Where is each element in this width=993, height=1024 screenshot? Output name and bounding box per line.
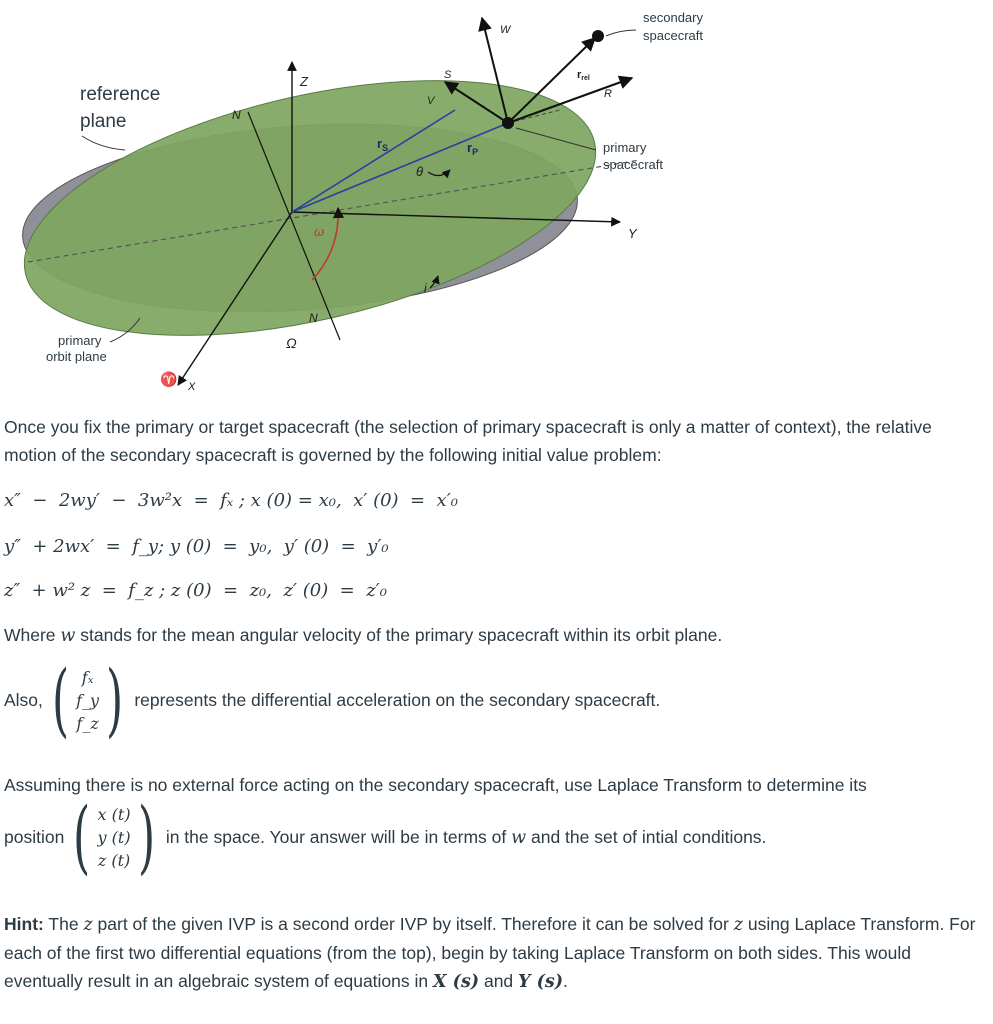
orbit-diagram bbox=[0, 0, 993, 405]
aries-icon: ♈ bbox=[160, 371, 178, 387]
label-small-omega: ω bbox=[314, 224, 325, 239]
label-r: R bbox=[604, 88, 612, 100]
hint-paragraph: Hint: The z part of the given IVP is a second order IVP by itself. Therefore it can be solved for z using Laplace Transform. For each of the first two differential equations (from the top), begin by taking Laplace Transform on both sides. This would eventually result in an algebraic system of equations in X (s) and Y (s). bbox=[4, 914, 976, 992]
assume-paragraph: Assuming there is no external force acting on the secondary spacecraft, use Laplace Transform to determine its bbox=[4, 775, 867, 795]
label-secondary: secondary bbox=[643, 10, 703, 25]
position-text: in the space. Your answer will be in terms of w and the set of intial conditions. bbox=[165, 826, 767, 848]
secondary-spacecraft-dot bbox=[592, 30, 604, 42]
equation-1: x″ − 2wy′ − 3w²x = fₓ ; x (0) = x₀, x′ (0) = x′₀ bbox=[4, 490, 458, 511]
hint-label: Hint: bbox=[4, 914, 44, 934]
label-primary-spacecraft: spacecraft bbox=[603, 157, 663, 172]
also-label: Also, bbox=[4, 689, 43, 710]
also-row: Also, ( fₓ f_y f_z ) represents the differential acceleration on the secondary spacecraft. bbox=[4, 653, 661, 746]
where-w: w bbox=[60, 626, 76, 646]
label-secondary-spacecraft: spacecraft bbox=[643, 28, 703, 43]
position-vector: x (t) y (t) z (t) bbox=[97, 804, 131, 870]
where-paragraph: Where w stands for the mean angular velocity of the primary spacecraft within its orbit plane. bbox=[4, 625, 723, 646]
label-rp: $r_P$ bbox=[467, 140, 479, 157]
equation-2: y″ + 2wx′ = f_y; y (0) = y₀, y′ (0) = y′₀ bbox=[4, 536, 389, 557]
label-big-omega: Ω bbox=[286, 335, 297, 351]
label-rrel: rrel bbox=[577, 69, 590, 82]
label-plane: plane bbox=[80, 111, 127, 132]
intro-paragraph: Once you fix the primary or target spacecraft (the selection of primary spacecraft is only a matter of context), the relative motion of the secondary spacecraft is governed by the following initial value problem: bbox=[4, 417, 932, 465]
label-z: Z bbox=[300, 74, 308, 89]
position-label: position bbox=[4, 826, 65, 847]
label-primary-orbit: primary bbox=[58, 333, 102, 348]
callout-secondary bbox=[606, 30, 636, 36]
label-n-top: N bbox=[232, 108, 241, 122]
label-x: X bbox=[188, 381, 196, 393]
label-y: Y bbox=[628, 226, 637, 241]
label-rs: $r_S$ bbox=[377, 136, 389, 153]
label-reference: reference bbox=[80, 84, 161, 105]
label-s: S bbox=[444, 69, 452, 81]
callout-reference bbox=[82, 136, 125, 150]
position-row: position ( x (t) y (t) z (t) ) in the space. Your answer will be in terms of w and the set of intial conditions. bbox=[4, 790, 767, 883]
also-text: represents the differential acceleration on the secondary spacecraft. bbox=[134, 689, 661, 710]
equation-3: z″ + w² z = f_z ; z (0) = z₀, z′ (0) = z′₀ bbox=[4, 580, 387, 601]
label-w: W bbox=[500, 24, 511, 36]
label-i: i bbox=[424, 281, 427, 295]
label-n-bottom: N bbox=[309, 311, 318, 325]
label-orbit-plane: orbit plane bbox=[46, 349, 107, 364]
label-primary: primary bbox=[603, 140, 647, 155]
label-theta: θ bbox=[416, 164, 424, 179]
label-v: V bbox=[427, 95, 435, 107]
f-vector: fₓ f_y f_z bbox=[76, 667, 100, 733]
